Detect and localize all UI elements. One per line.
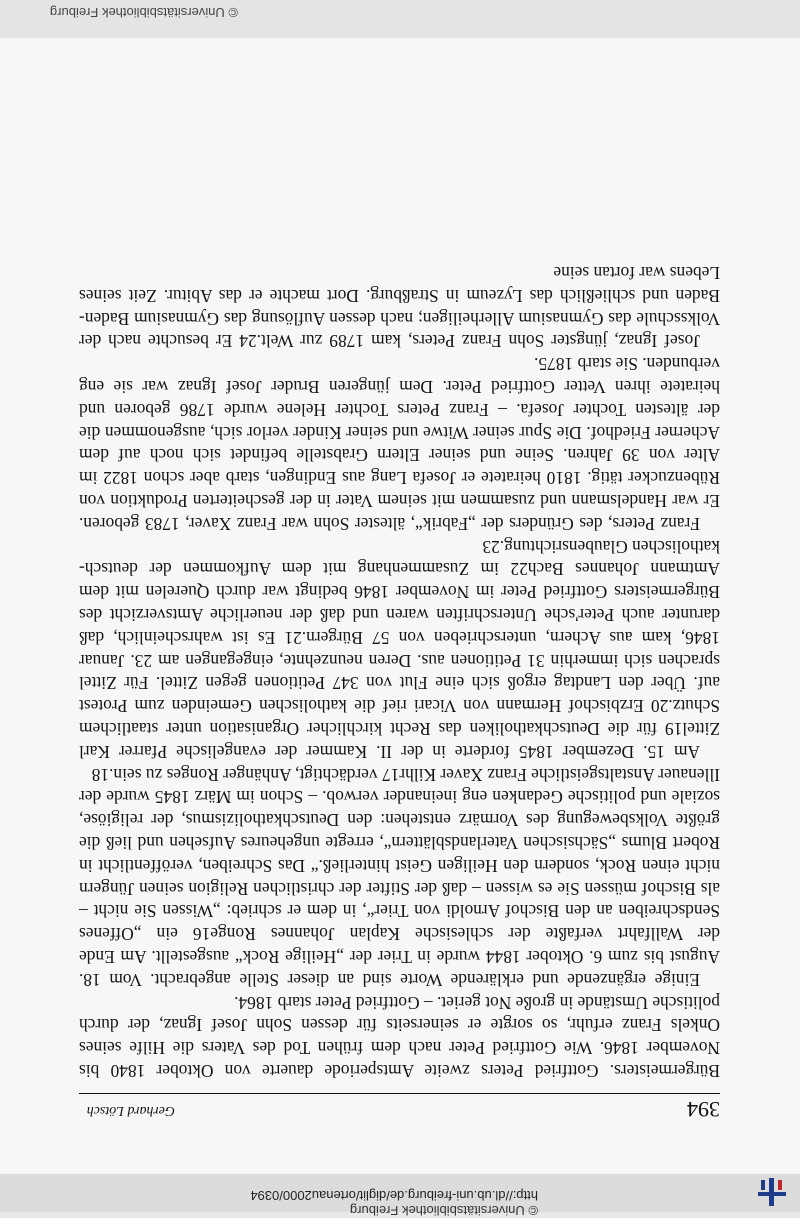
paragraph: Franz Peters, des Gründers der „Fabrik“, ältester Sohn war Franz Xaver, 1783 geboren. Er war Handelsmann und zusammen mit seinem Vater in der gescheiterten Produktion von Rübenzucker tätig. 1810 heiratete er Josefa Lang aus Endingen, starb aber schon 1822 im Alter von 39 Jahren. Seine und seiner Eltern Grabstelle befindet sich noch auf dem Acherner Friedhof. Die Spur seiner Witwe und seiner Kinder verlor sich, ausgenommen die der ältesten Tochter Josefa. – Franz Peters Tochter Helene wurde 1786 geboren und heiratete ihren Vetter Gottfried Peter. Dem jüngeren Bruder Josef Ignaz war sie eng verbunden. Sie starb 1875. xyxy=(79,354,720,534)
viewer-header xyxy=(0,1174,800,1218)
page-body xyxy=(79,261,720,1082)
paragraph: Bürgermeisters. Gottfried Peters zweite Amtsperiode dauerte von Oktober 1840 bis November 1846. Wie Gottfried Peter nach dem frühen Tod des Vaters die Hilfe seines Onkels Franz erfuhr, so sorgte er seinerseits für dessen Sohn Josef Ignaz, der durch politische Umstände in große Not geriet. – Gottfried Peter starb 1864. xyxy=(79,992,720,1081)
header-rule xyxy=(79,1093,720,1094)
page-number: 394 xyxy=(687,1097,720,1122)
document-url-link[interactable]: http://dl.ub.uni-freiburg.de/diglit/ortenau2000/0394 xyxy=(250,1188,538,1203)
university-logo-icon xyxy=(750,1178,794,1206)
paragraph: Einige ergänzende und erklärende Worte sind an dieser Stelle angebracht. Vom 18. August bis zum 6. Oktober 1844 wurde in Trier der „Heilige Rock“ ausgestellt. Am Ende der Wallfahrt verfaßte der schlesische Kaplan Johannes Ronge16 ein „Offenes Sendschreiben an den Bischof Arnoldi von Trier“, in dem er schrieb: „Wissen Sie nicht – als Bischof müssen Sie es wissen – daß der Stifter der christlichen Religion seinen Jüngern nicht einen Rock, sondern den Heiligen Geist hinterließ.“ Das Schreiben, veröffentlicht in Robert Blums „Sächsischen Vaterlandsblättern“, erregte ungeheures Aufsehen und ließ die größte Volksbewegung des Vormärz entstehen: den Deutschkatholizismus, der religiöse, soziale und politische Gedanken eng ineinander verwob. – Schon im März 1845 wurde der Illenauer Anstaltsgeistliche Franz Xaver Kilhr17 verdächtigt, Anhänger Ronges zu sein.18 xyxy=(79,764,720,990)
header-copyright: © Universitätsbibliothek Freiburg xyxy=(349,1203,538,1218)
running-head: Gerhard Lötsch xyxy=(86,1103,175,1118)
paragraph: Am 15. Dezember 1845 forderte in der II. Kammer der evangelische Pfarrer Karl Zittel19 für die Deutschkatholiken das Recht kirchlicher Organisation unter staatlichem Schutz.20 Erzbischof Hermann von Vicari rief die katholischen Gemeinden zum Protest auf. Über den Landtag ergoß sich eine Flut von 347 Petitionen gegen Zittel. Für Zittel sprachen sich immerhin 31 Petitionen aus. Deren neunzehnte, eingegangen am 23. Januar 1846, kam aus Achern, unterschrieben von 57 Bürgern.21 Es ist wahrscheinlich, daß darunter auch Peter'sche Unterschriften waren und daß der neuerliche Amtsverzicht des Bürgermeisters Gottfried Peter im November 1846 bedingt war durch Querelen mit dem Amtmann Johannes Bach22 im Zusammenhang mit dem Aufkommen der deutsch-katholischen Glaubensrichtung.23 xyxy=(79,536,720,762)
book-page xyxy=(0,38,800,1174)
footer-credit: © Universitätsbibliothek Freiburg xyxy=(49,5,238,20)
viewer-footer xyxy=(0,0,800,38)
paragraph: Josef Ignaz, jüngster Sohn Franz Peters, kam 1789 zur Welt.24 Er besuchte nach der Volksschule das Gymnasium Allerheiligen; nach dessen Auflösung das Gymnasium Baden-Baden und schließlich das Lyzeum in Straßburg. Dort machte er das Abitur. Zeit seines Lebens war fortan seine xyxy=(79,263,720,352)
